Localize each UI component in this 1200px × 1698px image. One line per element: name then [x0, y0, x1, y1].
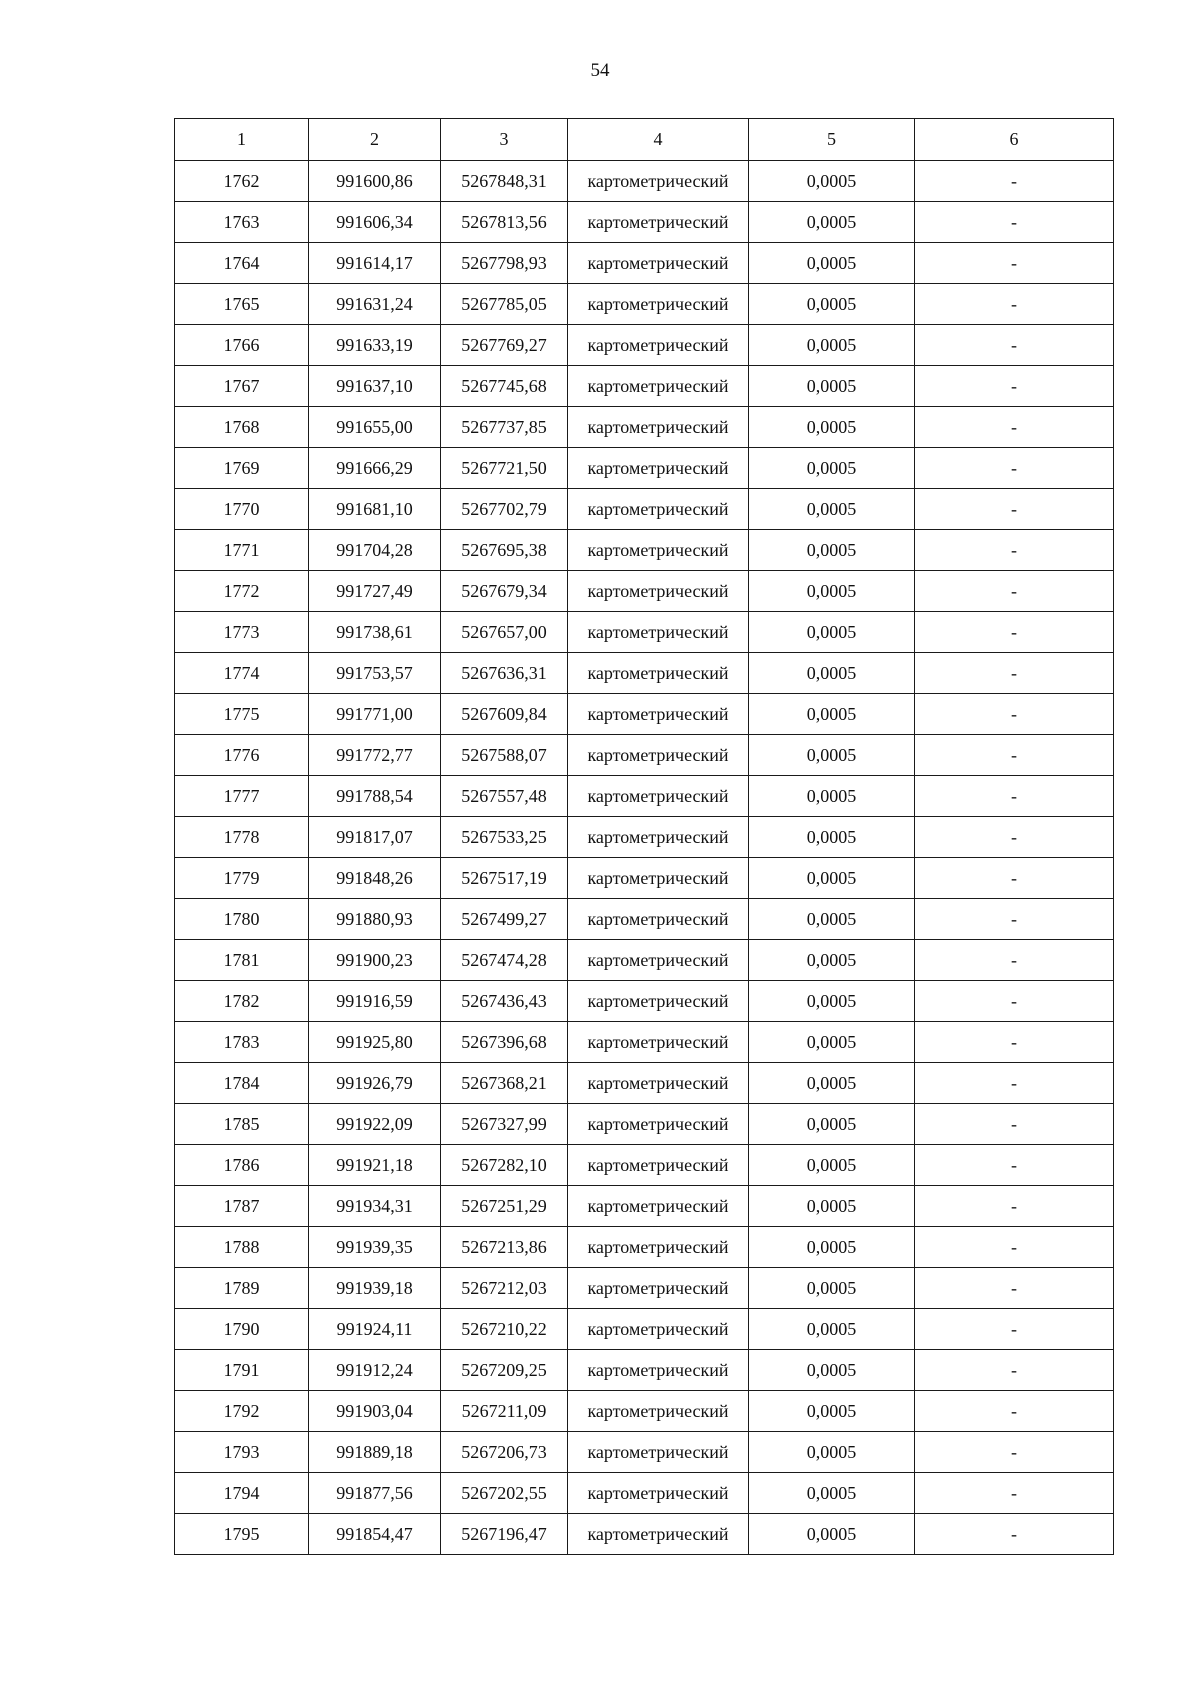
accuracy-cell: 0,0005 — [749, 940, 915, 981]
description-cell: - — [915, 243, 1114, 284]
accuracy-cell: 0,0005 — [749, 1432, 915, 1473]
y-coordinate-cell: 5267679,34 — [441, 571, 568, 612]
accuracy-cell: 0,0005 — [749, 653, 915, 694]
table-row — [175, 1391, 1114, 1432]
table-row — [175, 161, 1114, 202]
method-cell: картометрический — [568, 1350, 749, 1391]
column-header-5: 5 — [749, 119, 915, 161]
point-number-cell: 1777 — [175, 776, 309, 817]
y-coordinate-cell: 5267813,56 — [441, 202, 568, 243]
table-header — [175, 119, 1114, 161]
point-number-cell: 1765 — [175, 284, 309, 325]
method-cell: картометрический — [568, 1309, 749, 1350]
description-cell: - — [915, 284, 1114, 325]
accuracy-cell: 0,0005 — [749, 735, 915, 776]
x-coordinate-cell: 991925,80 — [309, 1022, 441, 1063]
method-cell: картометрический — [568, 407, 749, 448]
table-row — [175, 817, 1114, 858]
point-number-cell: 1795 — [175, 1514, 309, 1555]
method-cell: картометрический — [568, 284, 749, 325]
y-coordinate-cell: 5267211,09 — [441, 1391, 568, 1432]
point-number-cell: 1768 — [175, 407, 309, 448]
description-cell: - — [915, 366, 1114, 407]
x-coordinate-cell: 991922,09 — [309, 1104, 441, 1145]
point-number-cell: 1785 — [175, 1104, 309, 1145]
y-coordinate-cell: 5267848,31 — [441, 161, 568, 202]
x-coordinate-cell: 991704,28 — [309, 530, 441, 571]
accuracy-cell: 0,0005 — [749, 1350, 915, 1391]
y-coordinate-cell: 5267196,47 — [441, 1514, 568, 1555]
point-number-cell: 1787 — [175, 1186, 309, 1227]
point-number-cell: 1776 — [175, 735, 309, 776]
accuracy-cell: 0,0005 — [749, 1473, 915, 1514]
accuracy-cell: 0,0005 — [749, 243, 915, 284]
method-cell: картометрический — [568, 325, 749, 366]
column-header-4: 4 — [568, 119, 749, 161]
y-coordinate-cell: 5267396,68 — [441, 1022, 568, 1063]
description-cell: - — [915, 448, 1114, 489]
x-coordinate-cell: 991633,19 — [309, 325, 441, 366]
y-coordinate-cell: 5267474,28 — [441, 940, 568, 981]
description-cell: - — [915, 858, 1114, 899]
x-coordinate-cell: 991788,54 — [309, 776, 441, 817]
table-row — [175, 243, 1114, 284]
table-row — [175, 1104, 1114, 1145]
x-coordinate-cell: 991637,10 — [309, 366, 441, 407]
description-cell: - — [915, 653, 1114, 694]
x-coordinate-cell: 991924,11 — [309, 1309, 441, 1350]
accuracy-cell: 0,0005 — [749, 202, 915, 243]
y-coordinate-cell: 5267785,05 — [441, 284, 568, 325]
table-row — [175, 571, 1114, 612]
description-cell: - — [915, 571, 1114, 612]
y-coordinate-cell: 5267609,84 — [441, 694, 568, 735]
point-number-cell: 1763 — [175, 202, 309, 243]
description-cell: - — [915, 1104, 1114, 1145]
table-row — [175, 981, 1114, 1022]
x-coordinate-cell: 991655,00 — [309, 407, 441, 448]
table-row — [175, 1309, 1114, 1350]
point-number-cell: 1781 — [175, 940, 309, 981]
point-number-cell: 1789 — [175, 1268, 309, 1309]
point-number-cell: 1792 — [175, 1391, 309, 1432]
x-coordinate-cell: 991666,29 — [309, 448, 441, 489]
point-number-cell: 1772 — [175, 571, 309, 612]
table-row — [175, 448, 1114, 489]
description-cell: - — [915, 817, 1114, 858]
table-row — [175, 1514, 1114, 1555]
x-coordinate-cell: 991771,00 — [309, 694, 441, 735]
x-coordinate-cell: 991880,93 — [309, 899, 441, 940]
table-row — [175, 1186, 1114, 1227]
accuracy-cell: 0,0005 — [749, 899, 915, 940]
table-row — [175, 489, 1114, 530]
accuracy-cell: 0,0005 — [749, 366, 915, 407]
method-cell: картометрический — [568, 735, 749, 776]
point-number-cell: 1778 — [175, 817, 309, 858]
description-cell: - — [915, 899, 1114, 940]
accuracy-cell: 0,0005 — [749, 448, 915, 489]
x-coordinate-cell: 991939,35 — [309, 1227, 441, 1268]
table-row — [175, 1432, 1114, 1473]
description-cell: - — [915, 981, 1114, 1022]
description-cell: - — [915, 694, 1114, 735]
y-coordinate-cell: 5267202,55 — [441, 1473, 568, 1514]
y-coordinate-cell: 5267588,07 — [441, 735, 568, 776]
x-coordinate-cell: 991939,18 — [309, 1268, 441, 1309]
table-row — [175, 940, 1114, 981]
table-row — [175, 1473, 1114, 1514]
x-coordinate-cell: 991912,24 — [309, 1350, 441, 1391]
y-coordinate-cell: 5267436,43 — [441, 981, 568, 1022]
y-coordinate-cell: 5267769,27 — [441, 325, 568, 366]
y-coordinate-cell: 5267533,25 — [441, 817, 568, 858]
description-cell: - — [915, 612, 1114, 653]
y-coordinate-cell: 5267798,93 — [441, 243, 568, 284]
point-number-cell: 1788 — [175, 1227, 309, 1268]
method-cell: картометрический — [568, 530, 749, 571]
x-coordinate-cell: 991916,59 — [309, 981, 441, 1022]
table-row — [175, 1063, 1114, 1104]
accuracy-cell: 0,0005 — [749, 981, 915, 1022]
y-coordinate-cell: 5267721,50 — [441, 448, 568, 489]
point-number-cell: 1793 — [175, 1432, 309, 1473]
point-number-cell: 1784 — [175, 1063, 309, 1104]
description-cell: - — [915, 1145, 1114, 1186]
method-cell: картометрический — [568, 981, 749, 1022]
accuracy-cell: 0,0005 — [749, 1309, 915, 1350]
point-number-cell: 1780 — [175, 899, 309, 940]
description-cell: - — [915, 1227, 1114, 1268]
description-cell: - — [915, 202, 1114, 243]
method-cell: картометрический — [568, 1268, 749, 1309]
table-row — [175, 612, 1114, 653]
method-cell: картометрический — [568, 776, 749, 817]
point-number-cell: 1769 — [175, 448, 309, 489]
table-row — [175, 530, 1114, 571]
description-cell: - — [915, 1309, 1114, 1350]
y-coordinate-cell: 5267210,22 — [441, 1309, 568, 1350]
accuracy-cell: 0,0005 — [749, 325, 915, 366]
x-coordinate-cell: 991772,77 — [309, 735, 441, 776]
x-coordinate-cell: 991738,61 — [309, 612, 441, 653]
description-cell: - — [915, 407, 1114, 448]
point-number-cell: 1783 — [175, 1022, 309, 1063]
method-cell: картометрический — [568, 1432, 749, 1473]
accuracy-cell: 0,0005 — [749, 161, 915, 202]
method-cell: картометрический — [568, 694, 749, 735]
coordinates-table — [174, 118, 1114, 1555]
column-header-6: 6 — [915, 119, 1114, 161]
y-coordinate-cell: 5267213,86 — [441, 1227, 568, 1268]
x-coordinate-cell: 991934,31 — [309, 1186, 441, 1227]
x-coordinate-cell: 991900,23 — [309, 940, 441, 981]
y-coordinate-cell: 5267737,85 — [441, 407, 568, 448]
method-cell: картометрический — [568, 1186, 749, 1227]
table-row — [175, 202, 1114, 243]
method-cell: картометрический — [568, 1145, 749, 1186]
x-coordinate-cell: 991614,17 — [309, 243, 441, 284]
point-number-cell: 1782 — [175, 981, 309, 1022]
point-number-cell: 1773 — [175, 612, 309, 653]
y-coordinate-cell: 5267695,38 — [441, 530, 568, 571]
accuracy-cell: 0,0005 — [749, 1514, 915, 1555]
x-coordinate-cell: 991753,57 — [309, 653, 441, 694]
table-body — [175, 161, 1114, 1555]
description-cell: - — [915, 1268, 1114, 1309]
y-coordinate-cell: 5267251,29 — [441, 1186, 568, 1227]
accuracy-cell: 0,0005 — [749, 1268, 915, 1309]
method-cell: картометрический — [568, 1227, 749, 1268]
y-coordinate-cell: 5267636,31 — [441, 653, 568, 694]
x-coordinate-cell: 991817,07 — [309, 817, 441, 858]
method-cell: картометрический — [568, 1473, 749, 1514]
header-row — [175, 119, 1114, 161]
table-row — [175, 1268, 1114, 1309]
point-number-cell: 1791 — [175, 1350, 309, 1391]
point-number-cell: 1786 — [175, 1145, 309, 1186]
table-row — [175, 366, 1114, 407]
point-number-cell: 1775 — [175, 694, 309, 735]
description-cell: - — [915, 735, 1114, 776]
method-cell: картометрический — [568, 653, 749, 694]
y-coordinate-cell: 5267557,48 — [441, 776, 568, 817]
accuracy-cell: 0,0005 — [749, 612, 915, 653]
table-row — [175, 694, 1114, 735]
description-cell: - — [915, 1391, 1114, 1432]
accuracy-cell: 0,0005 — [749, 1104, 915, 1145]
accuracy-cell: 0,0005 — [749, 407, 915, 448]
method-cell: картометрический — [568, 1022, 749, 1063]
table-row — [175, 776, 1114, 817]
method-cell: картометрический — [568, 1514, 749, 1555]
accuracy-cell: 0,0005 — [749, 694, 915, 735]
point-number-cell: 1774 — [175, 653, 309, 694]
method-cell: картометрический — [568, 366, 749, 407]
x-coordinate-cell: 991727,49 — [309, 571, 441, 612]
table-row — [175, 1350, 1114, 1391]
method-cell: картометрический — [568, 1391, 749, 1432]
description-cell: - — [915, 1473, 1114, 1514]
x-coordinate-cell: 991903,04 — [309, 1391, 441, 1432]
point-number-cell: 1770 — [175, 489, 309, 530]
description-cell: - — [915, 1063, 1114, 1104]
column-header-1: 1 — [175, 119, 309, 161]
x-coordinate-cell: 991606,34 — [309, 202, 441, 243]
x-coordinate-cell: 991921,18 — [309, 1145, 441, 1186]
column-header-3: 3 — [441, 119, 568, 161]
table-row — [175, 899, 1114, 940]
y-coordinate-cell: 5267517,19 — [441, 858, 568, 899]
accuracy-cell: 0,0005 — [749, 1391, 915, 1432]
method-cell: картометрический — [568, 243, 749, 284]
description-cell: - — [915, 1186, 1114, 1227]
table-row — [175, 653, 1114, 694]
method-cell: картометрический — [568, 858, 749, 899]
table-row — [175, 1022, 1114, 1063]
point-number-cell: 1771 — [175, 530, 309, 571]
accuracy-cell: 0,0005 — [749, 776, 915, 817]
table-row — [175, 325, 1114, 366]
accuracy-cell: 0,0005 — [749, 817, 915, 858]
method-cell: картометрический — [568, 161, 749, 202]
accuracy-cell: 0,0005 — [749, 571, 915, 612]
point-number-cell: 1794 — [175, 1473, 309, 1514]
y-coordinate-cell: 5267657,00 — [441, 612, 568, 653]
method-cell: картометрический — [568, 448, 749, 489]
table-row — [175, 407, 1114, 448]
description-cell: - — [915, 940, 1114, 981]
table-row — [175, 858, 1114, 899]
column-header-2: 2 — [309, 119, 441, 161]
x-coordinate-cell: 991926,79 — [309, 1063, 441, 1104]
y-coordinate-cell: 5267209,25 — [441, 1350, 568, 1391]
point-number-cell: 1790 — [175, 1309, 309, 1350]
x-coordinate-cell: 991681,10 — [309, 489, 441, 530]
y-coordinate-cell: 5267282,10 — [441, 1145, 568, 1186]
accuracy-cell: 0,0005 — [749, 1063, 915, 1104]
y-coordinate-cell: 5267499,27 — [441, 899, 568, 940]
description-cell: - — [915, 161, 1114, 202]
y-coordinate-cell: 5267327,99 — [441, 1104, 568, 1145]
method-cell: картометрический — [568, 899, 749, 940]
point-number-cell: 1762 — [175, 161, 309, 202]
method-cell: картометрический — [568, 202, 749, 243]
description-cell: - — [915, 1022, 1114, 1063]
point-number-cell: 1779 — [175, 858, 309, 899]
accuracy-cell: 0,0005 — [749, 530, 915, 571]
y-coordinate-cell: 5267206,73 — [441, 1432, 568, 1473]
method-cell: картометрический — [568, 940, 749, 981]
accuracy-cell: 0,0005 — [749, 1227, 915, 1268]
x-coordinate-cell: 991854,47 — [309, 1514, 441, 1555]
description-cell: - — [915, 489, 1114, 530]
accuracy-cell: 0,0005 — [749, 489, 915, 530]
method-cell: картометрический — [568, 817, 749, 858]
point-number-cell: 1764 — [175, 243, 309, 284]
table-row — [175, 735, 1114, 776]
accuracy-cell: 0,0005 — [749, 284, 915, 325]
point-number-cell: 1766 — [175, 325, 309, 366]
y-coordinate-cell: 5267745,68 — [441, 366, 568, 407]
y-coordinate-cell: 5267212,03 — [441, 1268, 568, 1309]
x-coordinate-cell: 991600,86 — [309, 161, 441, 202]
method-cell: картометрический — [568, 489, 749, 530]
y-coordinate-cell: 5267702,79 — [441, 489, 568, 530]
method-cell: картометрический — [568, 1063, 749, 1104]
accuracy-cell: 0,0005 — [749, 1022, 915, 1063]
accuracy-cell: 0,0005 — [749, 858, 915, 899]
method-cell: картометрический — [568, 612, 749, 653]
page-number: 54 — [590, 60, 610, 81]
description-cell: - — [915, 776, 1114, 817]
y-coordinate-cell: 5267368,21 — [441, 1063, 568, 1104]
accuracy-cell: 0,0005 — [749, 1186, 915, 1227]
table-row — [175, 284, 1114, 325]
x-coordinate-cell: 991848,26 — [309, 858, 441, 899]
table-row — [175, 1227, 1114, 1268]
accuracy-cell: 0,0005 — [749, 1145, 915, 1186]
table-row — [175, 1145, 1114, 1186]
description-cell: - — [915, 325, 1114, 366]
description-cell: - — [915, 1514, 1114, 1555]
description-cell: - — [915, 530, 1114, 571]
x-coordinate-cell: 991877,56 — [309, 1473, 441, 1514]
method-cell: картометрический — [568, 571, 749, 612]
method-cell: картометрический — [568, 1104, 749, 1145]
description-cell: - — [915, 1350, 1114, 1391]
x-coordinate-cell: 991631,24 — [309, 284, 441, 325]
x-coordinate-cell: 991889,18 — [309, 1432, 441, 1473]
description-cell: - — [915, 1432, 1114, 1473]
point-number-cell: 1767 — [175, 366, 309, 407]
